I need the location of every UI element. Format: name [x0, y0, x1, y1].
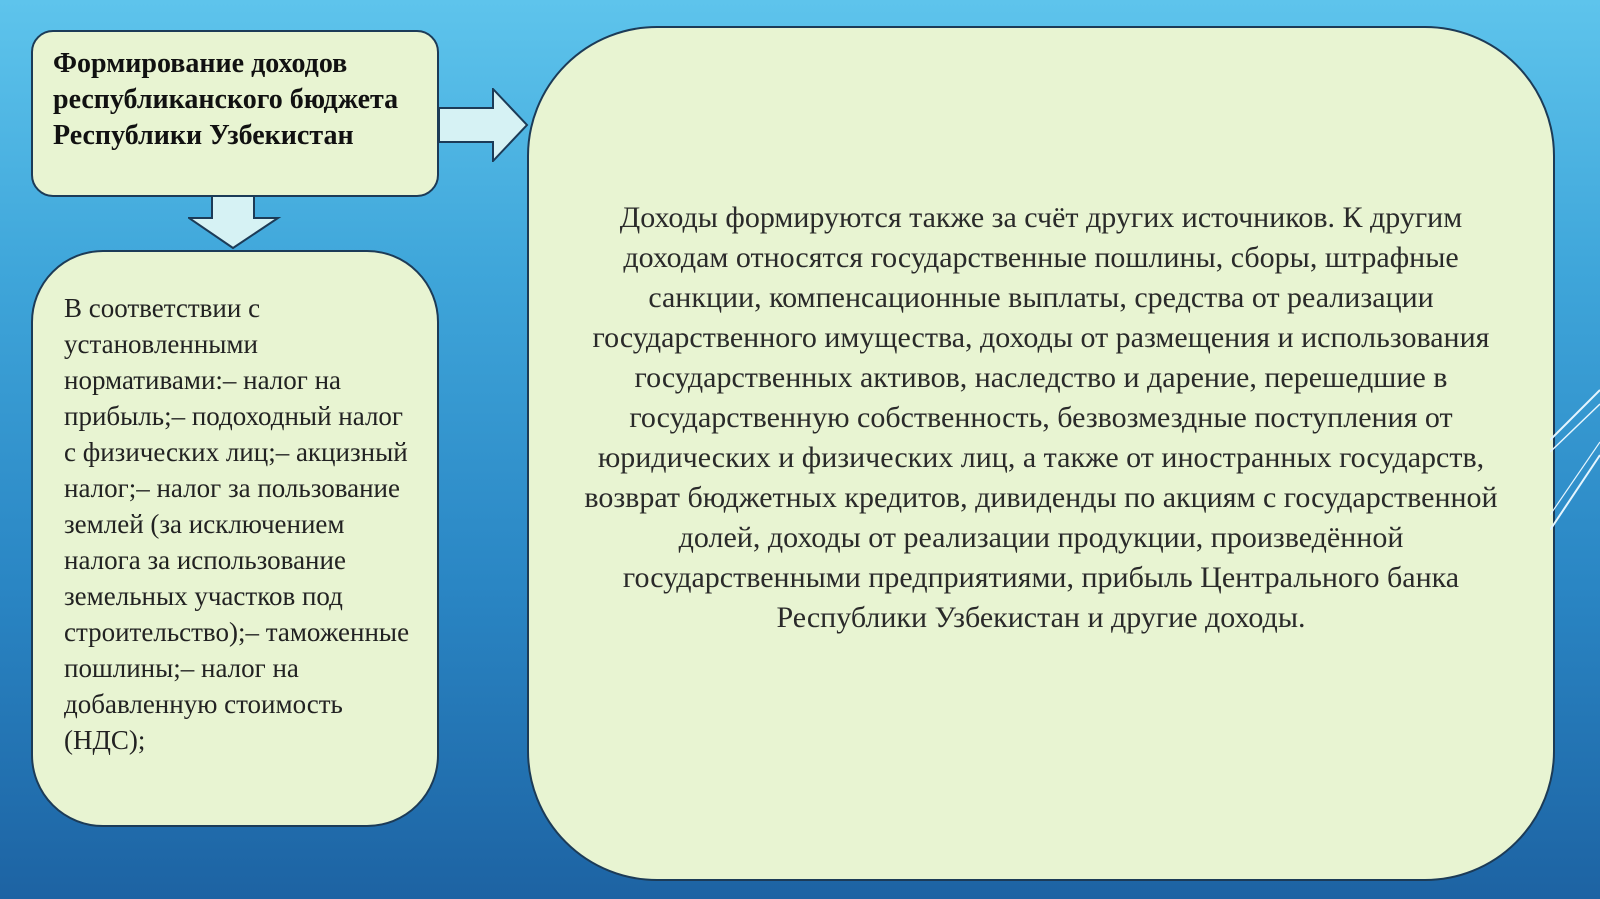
tax-list-box [31, 250, 439, 827]
other-income-text: Доходы формируются также за счёт других источников. К другим доходам относятся государственные пошлины, сборы, штрафные санкции, компенсационные выплаты, средства от реализации государственного имущества, доходы от размещения и использования государственных активов, наследство и дарение, перешедшие в государственную собственность, безвозмездные поступления от юридических и физических лиц, а также от иностранных государств, возврат бюджетных кредитов, дивиденды по акциям с государственной долей, доходы от реализации продукции, произведённой государственными предприятиями, прибыль Центрального банка Республики Узбекистан и другие доходы. [584, 201, 1498, 634]
title-text: Формирование доходов республиканского бюджета Республики Узбекистан [53, 48, 399, 151]
arrow-down-icon [188, 196, 282, 250]
title-box [31, 30, 439, 197]
tax-list-text: В соответствии с установленными нормативами:– налог на прибыль;– подоходный налог с физических лиц;– акцизный налог;– налог за пользование землей (за исключением налога за использование земельных участков под строительство);– таможенные пошлины;– налог на добавленную стоимость (НДС); [64, 293, 410, 755]
other-income-box [527, 26, 1555, 881]
arrow-right-icon [439, 88, 531, 162]
decorative-lines [1550, 380, 1600, 530]
